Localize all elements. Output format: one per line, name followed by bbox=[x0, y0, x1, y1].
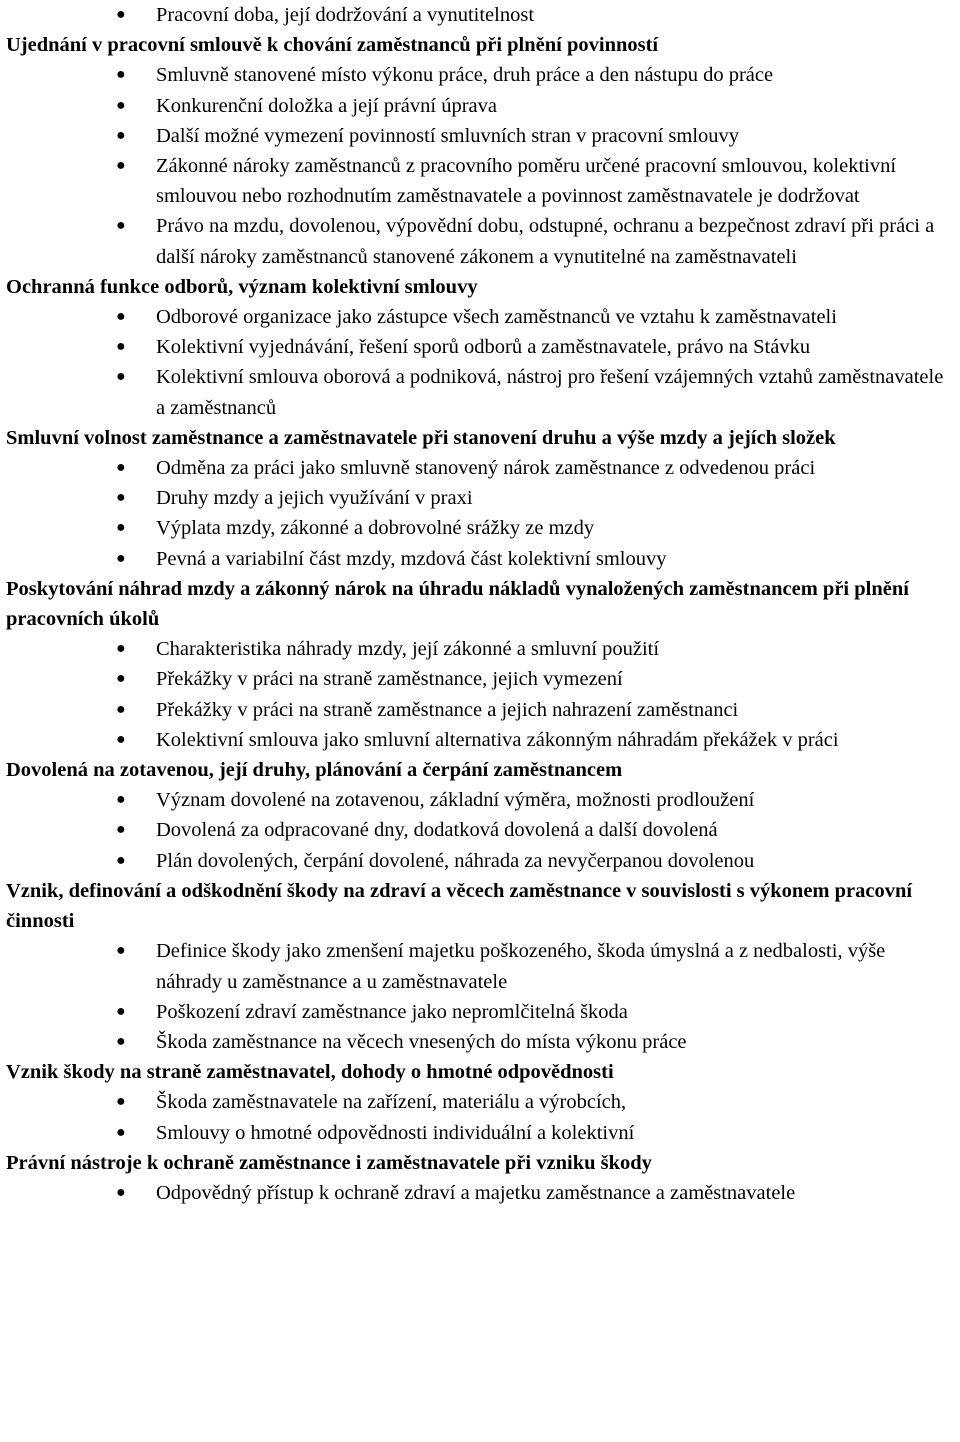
list-item bbox=[6, 362, 952, 422]
bullet-icon: ● bbox=[116, 670, 126, 688]
list-item bbox=[6, 0, 952, 30]
section-heading: Dovolená na zotavenou, její druhy, plánování a čerpání zaměstnancem bbox=[6, 759, 623, 782]
list-item-text: Právo na mzdu, dovolenou, výpovědní dobu, odstupné, ochranu a bezpečnost zdraví při práci a další nároky zaměstnanců stanovené zákonem a vynutitelné na zaměstnavateli bbox=[156, 215, 935, 268]
list-item bbox=[6, 483, 952, 513]
list-item-text: Kolektivní smlouva jako smluvní alternativa zákonným náhradám překážek v práci bbox=[156, 728, 839, 751]
list-item bbox=[6, 846, 952, 876]
bullet-icon: ● bbox=[116, 1183, 126, 1201]
list-item-text: Škoda zaměstnance na věcech vnesených do místa výkonu práce bbox=[156, 1030, 687, 1053]
list-item-text: Plán dovolených, čerpání dovolené, náhrada za nevyčerpanou dovolenou bbox=[156, 849, 755, 872]
list-item-text: Pracovní doba, její dodržování a vynutitelnost bbox=[156, 4, 535, 26]
bullet-icon: ● bbox=[116, 459, 126, 477]
list-item bbox=[6, 815, 952, 845]
list-item bbox=[6, 664, 952, 694]
list-item bbox=[6, 302, 952, 332]
list-item-text: Konkurenční doložka a její právní úprava bbox=[156, 94, 497, 117]
list-item-text: Odborové organizace jako zástupce všech zaměstnanců ve vztahu k zaměstnavateli bbox=[156, 306, 837, 329]
bullet-list bbox=[6, 1087, 952, 1147]
list-item-text: Druhy mzdy a jejich využívání v praxi bbox=[156, 487, 473, 510]
list-item-text: Definice škody jako zmenšení majetku poškozeného, škoda úmyslná a z nedbalosti, výše náhrady u zaměstnance a u zaměstnavatele bbox=[156, 940, 886, 993]
list-item bbox=[6, 453, 952, 483]
bullet-icon: ● bbox=[116, 1032, 126, 1050]
list-item-text: Smlouvy o hmotné odpovědnosti individuální a kolektivní bbox=[156, 1121, 635, 1144]
bullet-icon: ● bbox=[116, 308, 126, 326]
list-item bbox=[6, 91, 952, 121]
bullet-icon: ● bbox=[116, 368, 126, 386]
bullet-icon: ● bbox=[116, 338, 126, 356]
bullet-icon: ● bbox=[116, 549, 126, 567]
list-item bbox=[6, 1027, 952, 1057]
bullet-list bbox=[6, 936, 952, 1057]
list-item bbox=[6, 997, 952, 1027]
list-item bbox=[6, 1178, 952, 1208]
bullet-icon: ● bbox=[116, 66, 126, 84]
bullet-list bbox=[6, 634, 952, 755]
bullet-list bbox=[6, 0, 952, 30]
list-item-text: Pevná a variabilní část mzdy, mzdová část kolektivní smlouvy bbox=[156, 547, 667, 570]
list-item bbox=[6, 151, 952, 211]
section-heading: Ochranná funkce odborů, význam kolektivní smlouvy bbox=[6, 275, 478, 298]
list-item-text: Význam dovolené na zotavenou, základní výměra, možnosti prodloužení bbox=[156, 789, 755, 812]
bullet-icon: ● bbox=[116, 126, 126, 144]
list-item bbox=[6, 695, 952, 725]
list-item-text: Poškození zdraví zaměstnance jako nepromlčitelná škoda bbox=[156, 1000, 628, 1023]
list-item-text: Kolektivní vyjednávání, řešení sporů odborů a zaměstnavatele, právo na Stávku bbox=[156, 336, 811, 359]
bullet-list bbox=[6, 453, 952, 574]
bullet-icon: ● bbox=[116, 519, 126, 537]
bullet-icon: ● bbox=[116, 217, 126, 235]
list-item-text: Další možné vymezení povinností smluvních stran v pracovní smlouvy bbox=[156, 124, 740, 147]
bullet-list bbox=[6, 1178, 952, 1208]
section-heading: Vznik, definování a odškodnění škody na zdraví a věcech zaměstnance v souvislosti s výkonem pracovní činnosti bbox=[6, 879, 913, 933]
list-item-text: Překážky v práci na straně zaměstnance, jejich vymezení bbox=[156, 668, 623, 691]
list-item-text: Dovolená za odpracované dny, dodatková dovolená a další dovolená bbox=[156, 819, 718, 842]
list-item-text: Překážky v práci na straně zaměstnance a jejich nahrazení zaměstnanci bbox=[156, 698, 739, 721]
list-item bbox=[6, 513, 952, 543]
list-item bbox=[6, 332, 952, 362]
bullet-list bbox=[6, 785, 952, 876]
list-item bbox=[6, 785, 952, 815]
bullet-icon: ● bbox=[116, 489, 126, 507]
list-item bbox=[6, 121, 952, 151]
section-heading: Právní nástroje k ochraně zaměstnance i zaměstnavatele při vzniku škody bbox=[6, 1151, 652, 1174]
list-item-text: Výplata mzdy, zákonné a dobrovolné srážky ze mzdy bbox=[156, 517, 595, 540]
section-heading: Vznik škody na straně zaměstnavatel, dohody o hmotné odpovědnosti bbox=[6, 1061, 614, 1084]
list-item-text: Odpovědný přístup k ochraně zdraví a majetku zaměstnance a zaměstnavatele bbox=[156, 1181, 796, 1204]
bullet-icon: ● bbox=[116, 6, 126, 23]
list-item bbox=[6, 1118, 952, 1148]
bullet-icon: ● bbox=[116, 942, 126, 960]
bullet-icon: ● bbox=[116, 821, 126, 839]
bullet-icon: ● bbox=[116, 1093, 126, 1111]
list-item-text: Kolektivní smlouva oborová a podniková, nástroj pro řešení vzájemných vztahů zaměstnavatele a zaměstnanců bbox=[156, 366, 944, 419]
list-item-text: Smluvně stanovené místo výkonu práce, druh práce a den nástupu do práce bbox=[156, 64, 774, 87]
list-item bbox=[6, 936, 952, 996]
list-item-text: Charakteristika náhrady mzdy, její zákonné a smluvní použití bbox=[156, 638, 660, 661]
list-item bbox=[6, 60, 952, 90]
bullet-list bbox=[6, 60, 952, 271]
list-item bbox=[6, 544, 952, 574]
list-item-text: Škoda zaměstnavatele na zařízení, materiálu a výrobcích, bbox=[156, 1091, 627, 1114]
bullet-icon: ● bbox=[116, 1002, 126, 1020]
section-heading: Ujednání v pracovní smlouvě k chování zaměstnanců při plnění povinností bbox=[6, 34, 659, 57]
list-item bbox=[6, 1087, 952, 1117]
bullet-icon: ● bbox=[116, 851, 126, 869]
bullet-icon: ● bbox=[116, 730, 126, 748]
list-item-text: Zákonné nároky zaměstnanců z pracovního poměru určené pracovní smlouvou, kolektivní smlouvou nebo rozhodnutím zaměstnavatele a povinnost zaměstnavatele je dodržovat bbox=[156, 155, 897, 208]
bullet-icon: ● bbox=[116, 640, 126, 658]
section-heading: Poskytování náhrad mzdy a zákonný nárok na úhradu nákladů vynaložených zaměstnancem při plnění pracovních úkolů bbox=[6, 577, 909, 631]
bullet-icon: ● bbox=[116, 96, 126, 114]
list-item bbox=[6, 725, 952, 755]
section-heading: Smluvní volnost zaměstnance a zaměstnavatele při stanovení druhu a výše mzdy a jejích složek bbox=[6, 426, 836, 449]
list-item bbox=[6, 634, 952, 664]
bullet-list bbox=[6, 302, 952, 423]
bullet-icon: ● bbox=[116, 157, 126, 175]
list-item-text: Odměna za práci jako smluvně stanovený nárok zaměstnance z odvedenou práci bbox=[156, 457, 816, 480]
list-item bbox=[6, 211, 952, 271]
bullet-icon: ● bbox=[116, 1123, 126, 1141]
bullet-icon: ● bbox=[116, 791, 126, 809]
bullet-icon: ● bbox=[116, 700, 126, 718]
